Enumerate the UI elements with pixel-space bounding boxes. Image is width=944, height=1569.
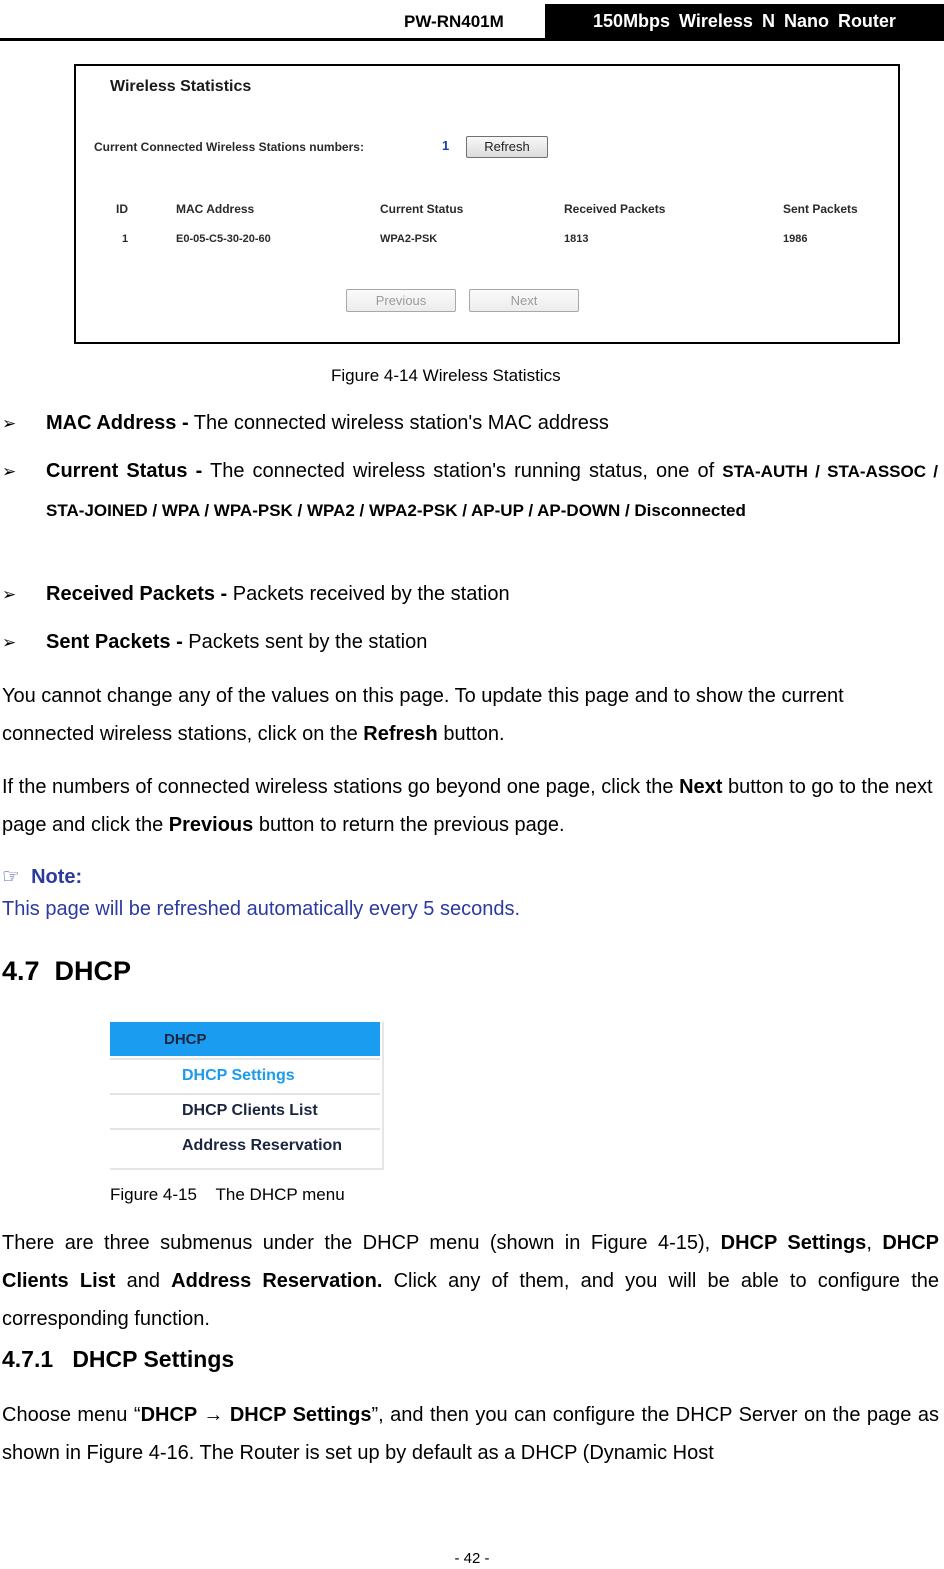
model-name: PW-RN401M xyxy=(404,12,504,31)
note-heading: ☞ Note: xyxy=(2,866,83,888)
bullet-arrow-icon: ➢ xyxy=(2,585,17,604)
pointing-hand-icon: ☞ xyxy=(2,866,20,888)
panel-title: Wireless Statistics xyxy=(110,78,252,95)
station-count-value: 1 xyxy=(442,138,450,153)
bullet-arrow-icon: ➢ xyxy=(2,633,17,652)
bullet-sent-packets: Sent Packets - Packets sent by the station xyxy=(46,631,428,653)
cell-sent: 1986 xyxy=(783,233,808,245)
previous-button[interactable]: Previous xyxy=(346,289,456,312)
refresh-button[interactable]: Refresh xyxy=(466,136,548,158)
page-header xyxy=(0,0,944,42)
product-title: 150Mbps Wireless N Nano Router xyxy=(545,4,944,38)
bullet-current-status: Current Status - The connected wireless station's running status, one of STA-AUTH / STA-ASSOC / STA-JOINED / WPA / WPA-PSK / WPA2 / WPA2-PSK / AP-UP / AP-DOWN / Disconnected xyxy=(46,460,939,520)
note-text: This page will be refreshed automatically every 5 seconds. xyxy=(2,898,521,920)
paragraph-dhcp-submenus: There are three submenus under the DHCP menu (shown in Figure 4-15), DHCP Settings, DHCP Clients List and Address Reservation. Click any of them, and you will be able to configure the corresponding function. xyxy=(2,1232,940,1330)
bullet-arrow-icon: ➢ xyxy=(2,462,17,481)
header-rule xyxy=(0,38,944,41)
paragraph-next-previous: If the numbers of connected wireless stations go beyond one page, click the Next button to go to the next page and click the Previous button to return the previous page. xyxy=(2,776,933,836)
cell-mac: E0-05-C5-30-20-60 xyxy=(176,233,271,245)
figure-caption: Figure 4-14 Wireless Statistics xyxy=(331,366,561,385)
menu-item-address-reservation[interactable]: Address Reservation xyxy=(110,1128,380,1164)
figure-caption: Figure 4-15 The DHCP menu xyxy=(110,1185,345,1204)
column-header-mac: MAC Address xyxy=(176,202,255,216)
cell-status: WPA2-PSK xyxy=(380,233,438,245)
station-count-label: Current Connected Wireless Stations numbers: xyxy=(94,140,364,154)
page-number: - 42 - xyxy=(454,1550,490,1567)
bullet-received-packets: Received Packets - Packets received by the station xyxy=(46,583,510,605)
column-header-sent: Sent Packets xyxy=(783,202,858,216)
bullet-mac-address: MAC Address - The connected wireless station's MAC address xyxy=(46,412,609,434)
bullet-arrow-icon: ➢ xyxy=(2,414,17,433)
next-button[interactable]: Next xyxy=(469,289,579,312)
menu-header: DHCP xyxy=(110,1022,380,1056)
section-heading: 4.7 DHCP xyxy=(2,956,132,986)
dhcp-menu-figure xyxy=(110,1022,384,1170)
cell-received: 1813 xyxy=(564,233,589,245)
column-header-status: Current Status xyxy=(380,202,464,216)
paragraph-dhcp-settings: Choose menu “DHCP → DHCP Settings”, and then you can configure the DHCP Server on the page as shown in Figure 4-16. The Router is set up by default as a DHCP (Dynamic Host xyxy=(2,1404,939,1464)
wireless-statistics-figure xyxy=(74,64,900,344)
column-header-id: ID xyxy=(116,202,128,216)
paragraph-refresh: You cannot change any of the values on this page. To update this page and to show the current connected wireless stations, click on the Refresh button. xyxy=(2,685,844,745)
subsection-heading: 4.7.1 DHCP Settings xyxy=(2,1346,235,1372)
menu-item-dhcp-clients-list[interactable]: DHCP Clients List xyxy=(110,1093,380,1129)
arrow-right-icon: → xyxy=(196,1404,230,1426)
menu-item-dhcp-settings[interactable]: DHCP Settings xyxy=(110,1058,380,1094)
column-header-received: Received Packets xyxy=(564,202,666,216)
cell-id: 1 xyxy=(122,233,129,245)
